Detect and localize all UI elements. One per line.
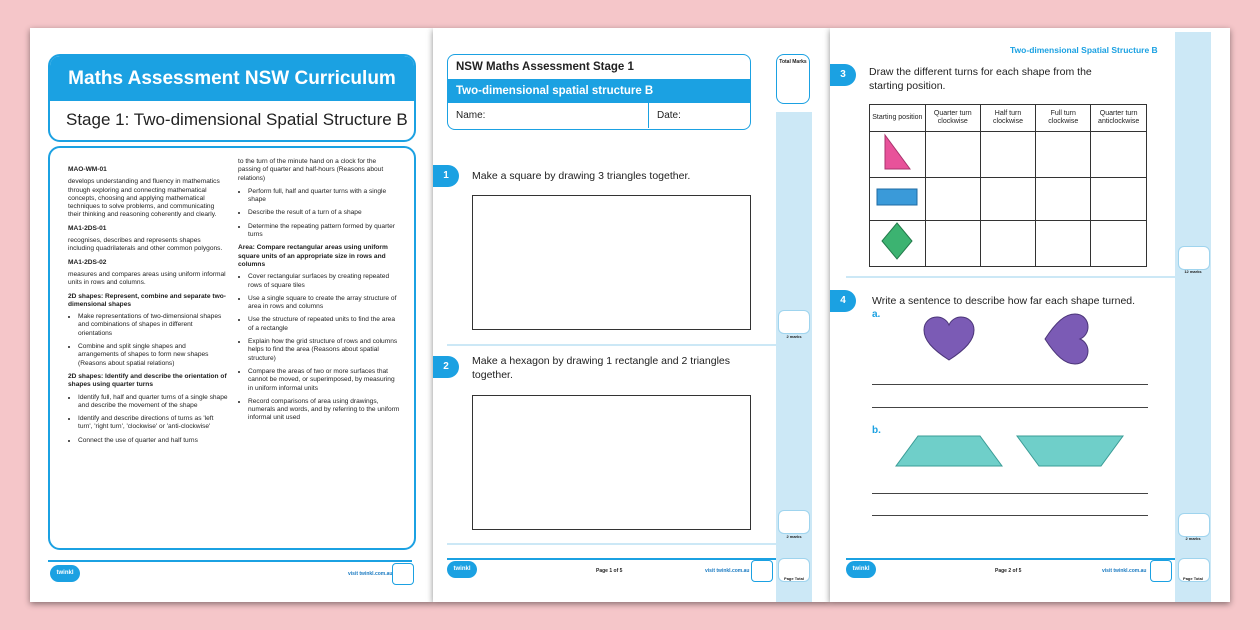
content-heading: 2D shapes: Represent, combine and separate two-dimensional shapes [68, 292, 226, 308]
cover-header [48, 54, 416, 142]
answer-cell[interactable] [980, 132, 1035, 178]
list-item: • Perform full, half and quarter turns with a single shape [248, 188, 400, 205]
table-header: Quarter turn anticlockwise [1091, 105, 1147, 132]
green-rhombus-shape [880, 221, 914, 261]
teal-parallelogram-shape [894, 434, 1004, 468]
table-header-row [870, 105, 1147, 132]
outcome-text: recognises, describes and represents shapes including quadrilaterals and other common polygons. [68, 237, 223, 253]
answer-line[interactable] [872, 384, 1148, 385]
answer-cell[interactable] [925, 178, 980, 221]
question-2-text: Make a hexagon by drawing 1 rectangle and 2 triangles together. [472, 355, 730, 381]
content-list [68, 394, 228, 445]
list-item: • Record comparisons of area using drawings, numerals and words, and by referring to the uniform informal unit used [248, 398, 400, 423]
list-item: • Identify full, half and quarter turns of a single shape and describe the movement of the shape [78, 394, 228, 411]
footer-divider [447, 558, 776, 560]
list-item: • Cover rectangular surfaces by creating repeated rows of square tiles [248, 273, 400, 290]
question-1-answer-box[interactable] [472, 195, 751, 330]
total-marks-box: Total Marks [776, 54, 810, 104]
assessment-page-2 [830, 28, 1230, 602]
twinkl-logo: twinkl [846, 561, 876, 578]
content-text: to the turn of the minute hand on a clock for the passing of quarter and half-hours (Reasons about relations) [238, 158, 384, 182]
answer-cell[interactable] [925, 132, 980, 178]
assessment-page-1 [433, 28, 830, 602]
table-header: Starting position [870, 105, 926, 132]
question-1-marks: 2 marks [786, 334, 802, 339]
content-list [68, 313, 228, 368]
starting-shape-cell [870, 178, 926, 221]
visit-link[interactable]: visit twinkl.com.au [348, 571, 393, 577]
question-2-mark-box[interactable] [778, 510, 810, 534]
list-item: • Describe the result of a turn of a shape [248, 209, 400, 217]
list-item: • Compare the areas of two or more surfaces that cannot be moved, or superimposed, by measuring in uniform informal units [248, 368, 400, 393]
answer-cell[interactable] [925, 221, 980, 267]
table-header: Quarter turn clockwise [925, 105, 980, 132]
question-4-text: Write a sentence to describe how far each shape turned. [872, 295, 1136, 307]
cover-subtitle: Stage 1: Two-dimensional Spatial Structure B [66, 110, 408, 129]
answer-cell[interactable] [1036, 132, 1091, 178]
question-3-marks: 12 marks [1184, 269, 1202, 274]
page-total-label: Page Total [784, 576, 804, 581]
answer-cell[interactable] [1036, 221, 1091, 267]
part-b-label: b. [872, 425, 881, 436]
table-row [870, 132, 1147, 178]
question-divider [846, 276, 1175, 278]
answer-cell[interactable] [1091, 132, 1147, 178]
question-3-text: Draw the different turns for each shape from the starting position. [869, 66, 1092, 92]
date-field[interactable]: Date: [657, 110, 681, 121]
running-title: Two-dimensional Spatial Structure B [1010, 45, 1158, 55]
question-3-number: 3 [830, 64, 856, 86]
list-item: • Connect the use of quarter and half turns [78, 437, 228, 445]
outcome-code: MA1-2DS-02 [68, 258, 107, 266]
table-header: Half turn clockwise [980, 105, 1035, 132]
answer-line[interactable] [872, 493, 1148, 494]
turns-table [869, 104, 1147, 267]
pink-triangle-shape [877, 132, 917, 172]
flipped-teal-parallelogram-shape [1015, 434, 1125, 468]
content-heading: Area: Compare rectangular areas using uniform square units of an appropriate size in rows and columns [238, 244, 388, 268]
question-4-marks: 2 marks [1185, 536, 1201, 541]
list-item: • Use a single square to create the array structure of area in rows and columns [248, 295, 400, 312]
list-item: • Make representations of two-dimensional shapes and combinations of shapes in different orientations [78, 313, 228, 338]
list-item: • Combine and split single shapes and arrangements of shapes to form new shapes (Reasons about spatial relations) [78, 343, 228, 368]
assessment-subtitle: Two-dimensional spatial structure B [448, 79, 750, 103]
question-2-answer-box[interactable] [472, 395, 751, 530]
outcome-text: develops understanding and fluency in mathematics through exploring and connecting mathematical concepts, choosing and applying mathematical techniques to solve problems, and communicating their thinking and reasoning coherently and clearly. [68, 178, 220, 219]
outcomes-left-column [68, 166, 228, 450]
assessment-title: NSW Maths Assessment Stage 1 [456, 61, 634, 73]
twinkl-logo: twinkl [447, 561, 477, 578]
answer-cell[interactable] [1091, 221, 1147, 267]
outcome-code: MAO-WM-01 [68, 166, 107, 173]
question-4-mark-box[interactable] [1178, 513, 1210, 537]
table-header: Full turn clockwise [1036, 105, 1091, 132]
answer-cell[interactable] [1091, 178, 1147, 221]
question-1-number: 1 [433, 165, 459, 187]
cover-title: Maths Assessment NSW Curriculum [50, 56, 414, 101]
answer-cell[interactable] [980, 178, 1035, 221]
question-divider [447, 344, 776, 346]
list-item: • Identify and describe directions of turns as 'left turn', 'right turn', 'clockwise' or 'anti-clockwise' [78, 415, 228, 432]
part-a-label: a. [872, 309, 881, 320]
blue-rectangle-shape [875, 186, 919, 208]
list-item: • Use the structure of repeated units to find the area of a rectangle [248, 316, 400, 333]
question-2-marks: 2 marks [786, 534, 802, 539]
outcome-code: MA1-2DS-01 [68, 224, 107, 232]
answer-line[interactable] [872, 515, 1148, 516]
question-1-text: Make a square by drawing 3 triangles together. [472, 170, 691, 182]
quality-badge-icon [751, 560, 773, 582]
twinkl-logo: twinkl [50, 565, 80, 582]
table-row [870, 178, 1147, 221]
list-item: • Determine the repeating pattern formed by quarter turns [248, 223, 400, 240]
assessment-header [447, 54, 751, 130]
content-list [238, 188, 400, 239]
visit-link[interactable]: visit twinkl.com.au [705, 568, 750, 574]
rotated-purple-heart-shape [1042, 312, 1090, 366]
question-divider [447, 543, 776, 545]
answer-cell[interactable] [1036, 178, 1091, 221]
question-4-number: 4 [830, 290, 856, 312]
list-item: • Explain how the grid structure of rows and columns helps to find the area (Reasons about spatial structure) [248, 338, 400, 363]
starting-shape-cell [870, 221, 926, 267]
answer-cell[interactable] [980, 221, 1035, 267]
footer-divider [48, 560, 412, 562]
purple-heart-shape [922, 316, 976, 364]
visit-link[interactable]: visit twinkl.com.au [1102, 568, 1147, 574]
answer-line[interactable] [872, 407, 1148, 408]
content-heading: 2D shapes: Identify and describe the orientation of shapes using quarter turns [68, 372, 227, 389]
footer-divider [846, 558, 1175, 560]
page-number: Page 2 of 5 [995, 568, 1022, 574]
question-3-mark-box[interactable] [1178, 246, 1210, 270]
curriculum-outcomes-box [48, 146, 416, 550]
page-total-label: Page Total [1183, 576, 1203, 581]
quality-badge-icon [1150, 560, 1172, 582]
quality-badge-icon [392, 563, 414, 585]
content-list [238, 273, 400, 422]
question-2-number: 2 [433, 356, 459, 378]
name-field[interactable]: Name: [448, 103, 649, 128]
name-date-row [448, 103, 750, 128]
table-row [870, 221, 1147, 267]
starting-shape-cell [870, 132, 926, 178]
page-number: Page 1 of 5 [596, 568, 623, 574]
question-1-mark-box[interactable] [778, 310, 810, 334]
cover-page [30, 28, 433, 602]
outcomes-right-column [238, 158, 400, 428]
outcome-text: measures and compares areas using uniform informal units in rows and columns. [68, 270, 226, 287]
